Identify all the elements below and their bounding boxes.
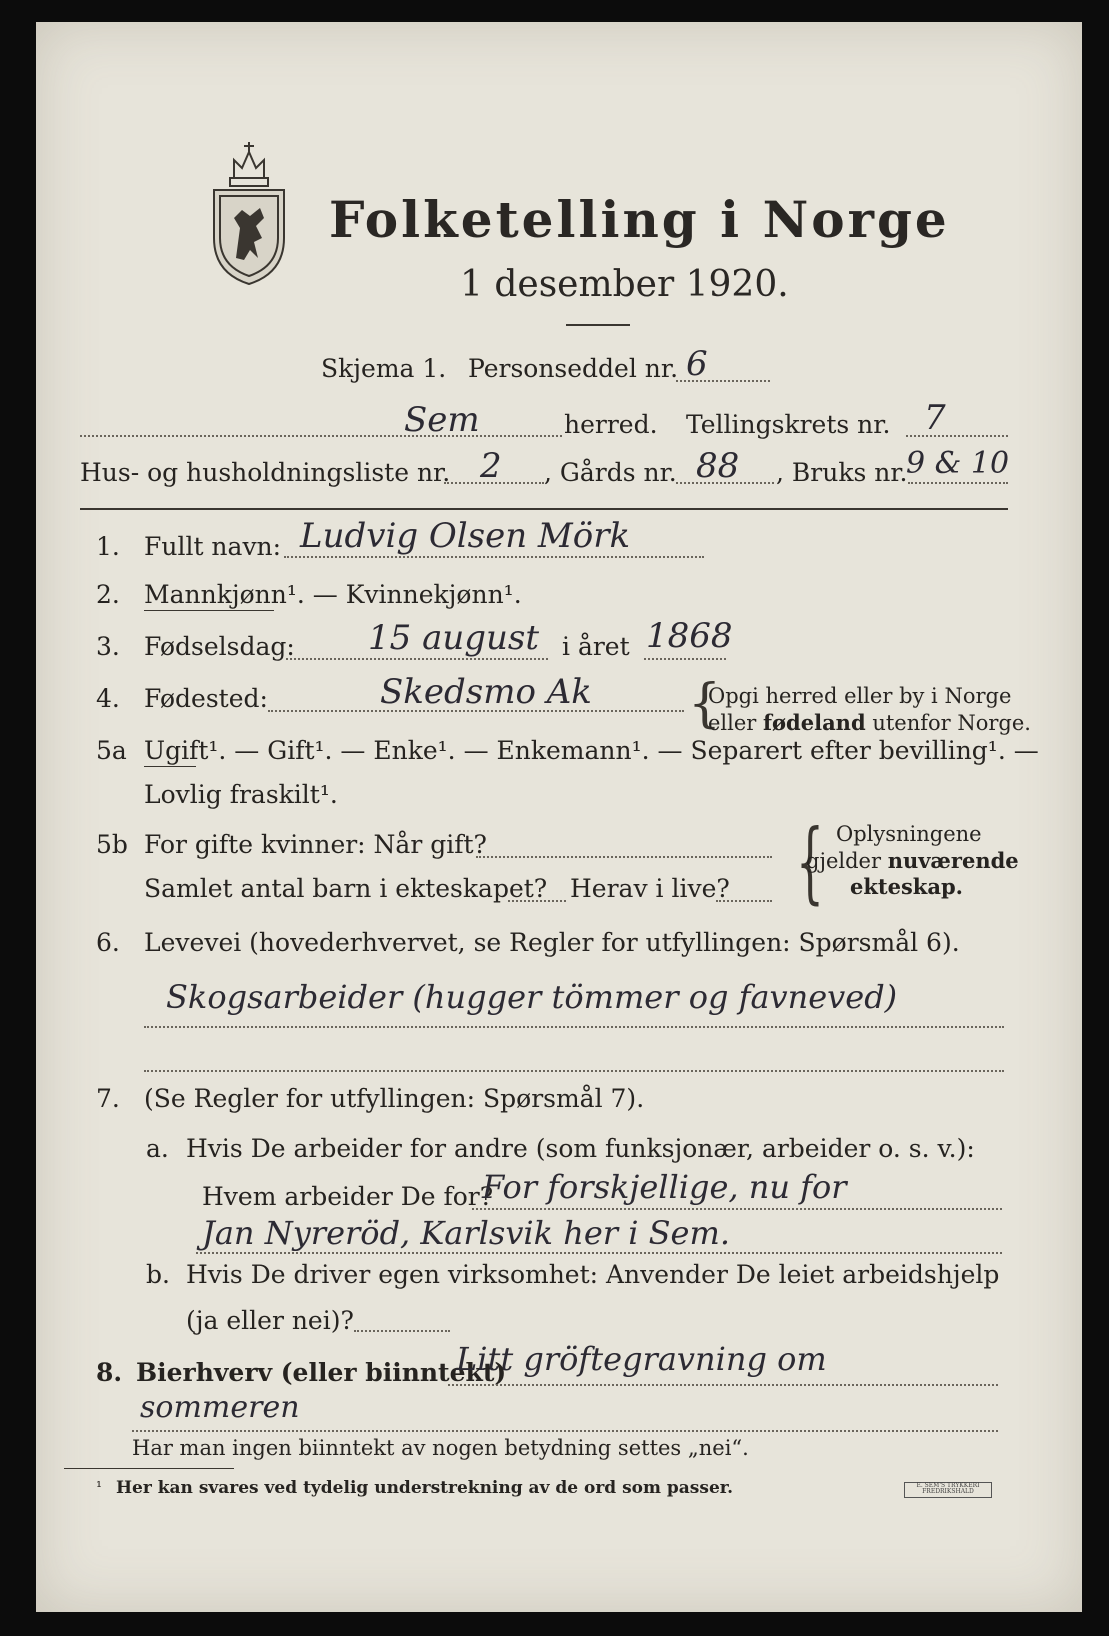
q5a-underline [144,766,196,767]
q8-line1 [448,1384,998,1386]
gards-label: , Gårds nr. [544,458,677,487]
q4-number: 4. [96,684,120,713]
q3-number: 3. [96,632,120,661]
q5b-children-label: Samlet antal barn i ekteskapet? [144,874,548,903]
q8-value1: Litt gröftegravning om [456,1340,827,1378]
q3-year-label: i året [562,632,630,661]
q3-year-value: 1868 [646,616,733,656]
q2-underline [144,610,274,611]
q6-number: 6. [96,928,120,957]
q5b-married-line [476,856,772,858]
footnote-mark: ¹ [96,1478,103,1496]
husliste-value: 2 [480,446,502,486]
form-title: Folketelling i Norge [329,190,950,249]
tellingskrets-value: 7 [924,398,946,438]
q1-value: Ludvig Olsen Mörk [300,516,631,556]
q7-number: 7. [96,1084,120,1113]
q5b-note-line1: Oplysningene [836,822,982,846]
q2-options: Mannkjønn¹. — Kvinnekjønn¹. [144,580,522,609]
q5b-alive-label: Herav i live? [570,874,730,903]
q5a-options-line2: Lovlig fraskilt¹. [144,780,338,809]
q5a-options-line1: Ugift¹. — Gift¹. — Enke¹. — Enkemann¹. — Separert efter bevilling¹. — [144,736,1039,765]
q8-label: Bierhverv (eller biinntekt) [136,1358,507,1387]
q5b-note-line3: ekteskap. [850,874,963,899]
q8-number: 8. [96,1358,123,1387]
coat-of-arms-icon [204,138,294,288]
q4-note-line1: Opgi herred eller by i Norge [708,684,1012,708]
personseddel-label: Personseddel nr. [468,354,679,383]
q2-number: 2. [96,580,120,609]
q4-note-line2: eller fødeland utenfor Norge. [708,710,1031,735]
q7a-line1: Hvis De arbeider for andre (som funksjonær, arbeider o. s. v.): [186,1134,975,1163]
herred-line [80,435,562,437]
q5b-alive-line [716,900,772,902]
title-divider [566,324,630,326]
bruks-label: , Bruks nr. [776,458,908,487]
q3-label: Fødselsdag: [144,632,295,661]
q7b-answer-line [354,1330,450,1332]
tellingskrets-label: Tellingskrets nr. [686,410,891,439]
bruks-line [908,482,1008,484]
q5a-number: 5a [96,736,127,765]
schema-label: Skjema 1. [321,354,447,383]
q7-label: (Se Regler for utfyllingen: Spørsmål 7). [144,1084,645,1113]
gards-value: 88 [696,446,740,486]
q7a-employer-line2 [196,1252,1002,1254]
q4-brace: { [688,674,722,734]
q5b-number: 5b [96,830,128,859]
personseddel-value: 6 [686,344,708,384]
q3-year-line [644,658,726,660]
printer-mark: E. SEM'S TRYKKERI FREDRIKSHALD [904,1482,992,1498]
q4-label: Fødested: [144,684,268,713]
husliste-label: Hus- og husholdningsliste nr. [80,458,451,487]
q6-value: Skogsarbeider (hugger tömmer og favneved) [166,978,898,1016]
q7a-number: a. [146,1134,169,1163]
q7a-line2: Hvem arbeider De for? [202,1182,494,1211]
q3-day-line [286,658,548,660]
header-divider [80,508,1008,510]
q7b-number: b. [146,1260,170,1289]
herred-label: herred. [564,410,658,439]
footnote-divider [64,1468,234,1469]
q5b-children-line [508,900,566,902]
footnote-text: Her kan svares ved tydelig understrekning av de ord som passer. [116,1478,734,1498]
q5b-note-line2: gjelder nuværende [806,848,1019,873]
census-date: 1 desember 1920. [460,264,789,305]
q8-line2 [132,1430,998,1432]
q7a-value1: For forskjellige, nu for [482,1168,847,1206]
q8-note: Har man ingen biinntekt av nogen betydning settes „nei“. [132,1436,749,1460]
bruks-value: 9 & 10 [906,446,1010,481]
q5b-brace: { [796,810,824,913]
q7b-line2: (ja eller nei)? [186,1306,354,1335]
q6-label: Levevei (hovederhvervet, se Regler for utfyllingen: Spørsmål 6). [144,928,960,957]
q7a-employer-line1 [472,1208,1002,1210]
q7b-line1: Hvis De driver egen virksomhet: Anvender De leiet arbeidshjelp [186,1260,1000,1289]
census-form [36,22,1082,1612]
q1-label: Fullt navn: [144,532,282,561]
q1-line [284,556,704,558]
tellingskrets-line [906,435,1008,437]
q6-line2 [144,1070,1004,1072]
q1-number: 1. [96,532,120,561]
q3-day-value: 15 august [368,618,540,658]
q5b-line1: For gifte kvinner: Når gift? [144,830,487,859]
q6-line1 [144,1026,1004,1028]
q7a-value2: Jan Nyreröd, Karlsvik her i Sem. [202,1214,730,1252]
q4-value: Skedsmo Ak [380,672,592,712]
q8-value2: sommeren [140,1390,300,1425]
herred-value: Sem [404,400,480,440]
